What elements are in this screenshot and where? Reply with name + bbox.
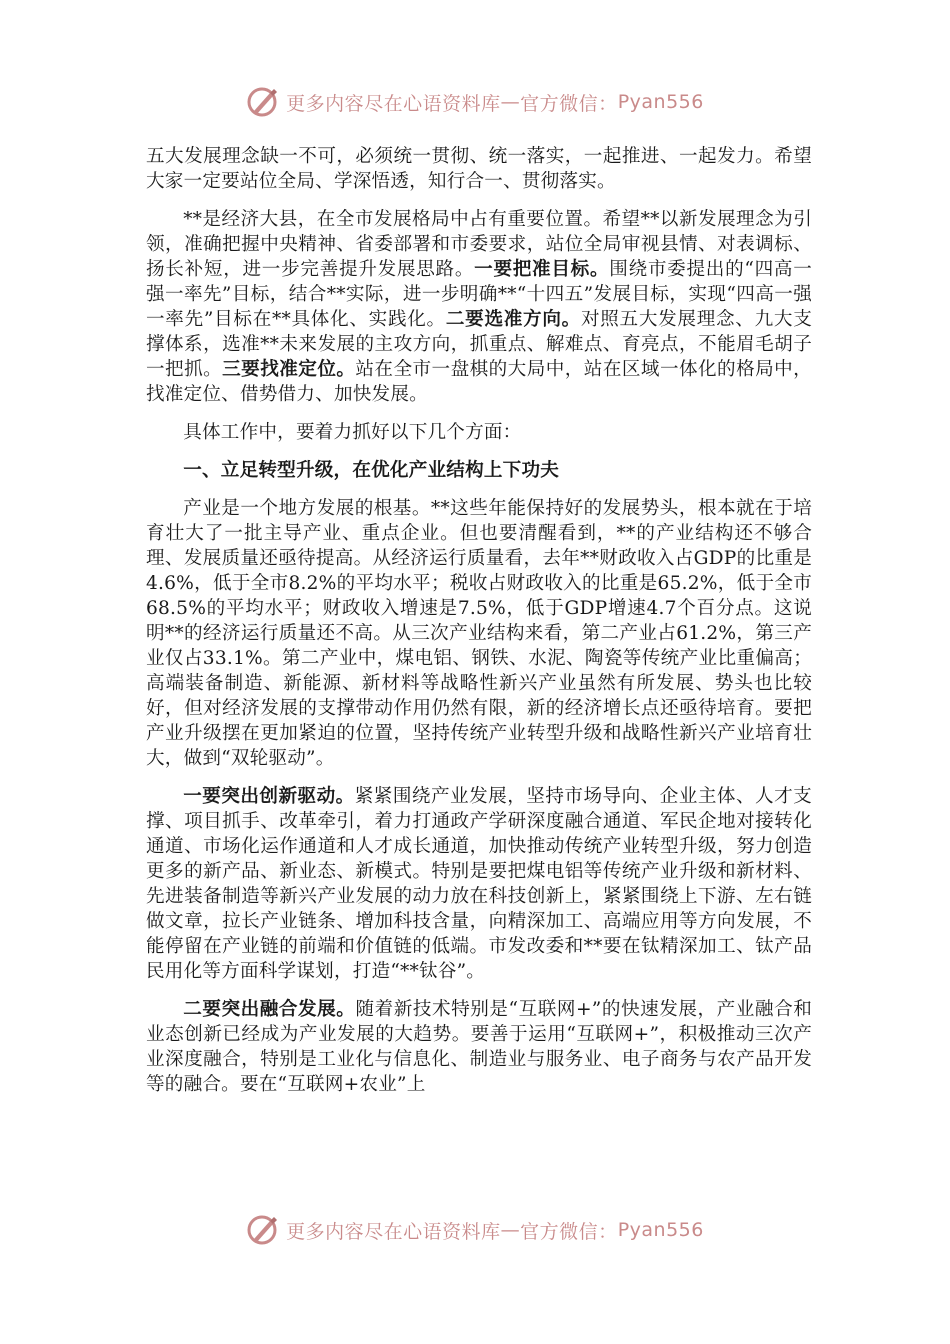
pen-logo-icon	[246, 85, 280, 119]
point-position: 三要找准定位。	[222, 359, 356, 380]
footer-watermark	[0, 1210, 950, 1250]
wechat-id: Pyan556	[617, 1219, 704, 1241]
brand-text: 更多内容尽在心语资料库	[286, 1220, 501, 1243]
point-target: 一要把准目标。	[474, 259, 610, 280]
wechat-label: 官方微信：	[520, 1220, 618, 1243]
brand-text: 更多内容尽在心语资料库	[286, 92, 501, 115]
brand-dash: —	[500, 1219, 521, 1241]
point-direction: 二要选准方向。	[445, 309, 581, 330]
wechat-label: 官方微信：	[520, 92, 618, 115]
paragraph-3: 具体工作中，要着力抓好以下几个方面：	[183, 422, 522, 443]
pen-logo-icon	[246, 1213, 280, 1247]
paragraph-2: **是经济大县，在全市发展格局中占有重要位置。希望**以新发展理念为引领，准确把握中央精神、省委部署和市委要求，站位全局审视县情、对表调标、扬长补短，进一步完善提升发展思路。一要把准目标。围绕市委提出的“四高一强一率先”目标，结合**实际，进一步明确**“十四五”发展目标，实现“四高一强一率先”目标在**具体化、实践化。二要选准方向。对照五大发展理念、九大支撑体系，选准**未来发展的主攻方向，抓重点、解难点、育亮点，不能眉毛胡子一把抓。三要找准定位。站在全市一盘棋的大局中，站在区域一体化的格局中，找准定位、借势借力、加快发展。	[146, 209, 812, 405]
brand-dash: —	[500, 91, 521, 113]
paragraph-6: 二要突出融合发展。随着新技术特别是“互联网+”的快速发展，产业融合和业态创新已经成为产业发展的大趋势。要善于运用“互联网+”，积极推动三次产业深度融合，特别是工业化与信息化、制造业与服务业、电子商务与农产品开发等的融合。要在“互联网+农业”上	[146, 999, 812, 1095]
paragraph-4: 产业是一个地方发展的根基。**这些年能保持好的发展势头，根本就在于培育壮大了一批主导产业、重点企业。但也要清醒看到，**的产业结构还不够合理、发展质量还亟待提高。从经济运行质量看，去年**财政收入占GDP的比重是4.6%，低于全市8.2%的平均水平；税收占财政收入的比重是65.2%，低于全市68.5%的平均水平；财政收入增速是7.5%，低于GDP增速4.7个百分点。这说明**的经济运行质量还不高。从三次产业结构来看，第二产业占61.2%，第三产业仅占33.1%。第二产业中，煤电铝、钢铁、水泥、陶瓷等传统产业比重偏高；高端装备制造、新能源、新材料等战略性新兴产业虽然有所发展、势头也比较好，但对经济发展的支撑带动作用仍然有限，新的经济增长点还亟待培育。要把产业升级摆在更加紧迫的位置，坚持传统产业转型升级和战略性新兴产业培育壮大，做到“双轮驱动”。	[146, 498, 812, 769]
point-integration: 二要突出融合发展。	[183, 999, 356, 1020]
header-watermark	[0, 82, 950, 122]
document-body	[146, 144, 812, 1110]
paragraph-1: 五大发展理念缺一不可，必须统一贯彻、统一落实，一起推进、一起发力。希望大家一定要站位全局、学深悟透，知行合一、贯彻落实。	[146, 146, 812, 192]
point-innovation: 一要突出创新驱动。	[183, 786, 355, 807]
section-heading-1: 一、立足转型升级，在优化产业结构上下功夫	[183, 460, 560, 481]
paragraph-5: 一要突出创新驱动。紧紧围绕产业发展，坚持市场导向、企业主体、人才支撑、项目抓手、改革牵引，着力打通政产学研深度融合通道、军民企地对接转化通道、市场化运作通道和人才成长通道，加快推动传统产业转型升级，努力创造更多的新产品、新业态、新模式。特别是要把煤电铝等传统产业升级和新材料、先进装备制造等新兴产业发展的动力放在科技创新上，紧紧围绕上下游、左右链做文章，拉长产业链条、增加科技含量，向精深加工、高端应用等方向发展，不能停留在产业链的前端和价值链的低端。市发改委和**要在钛精深加工、钛产品民用化等方面科学谋划，打造“**钛谷”。	[146, 786, 812, 982]
wechat-id: Pyan556	[617, 91, 704, 113]
